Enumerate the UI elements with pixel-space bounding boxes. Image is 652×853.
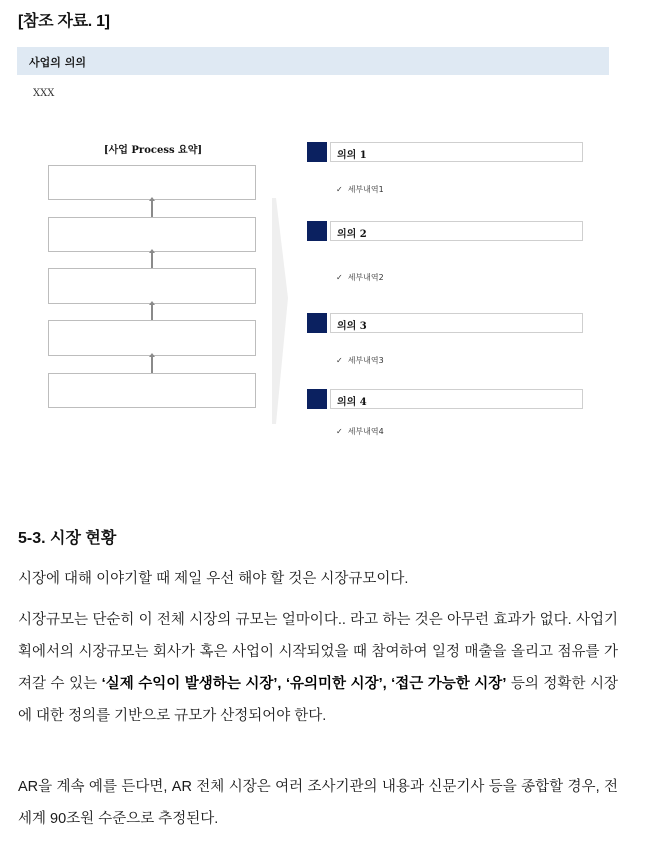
check-icon: ✓ xyxy=(336,185,343,194)
placeholder-text: XXX xyxy=(33,88,55,99)
meaning-label: 의의 3 xyxy=(337,321,367,332)
up-arrow-icon xyxy=(151,200,153,217)
process-box-1 xyxy=(48,165,256,200)
check-icon: ✓ xyxy=(336,356,343,365)
paragraph-2-text-b: 등의 정확한 시장에 대한 정의를 기반으로 규모가 산정되어야 한다. xyxy=(18,676,619,724)
process-box-3 xyxy=(48,268,256,304)
meaning-title-bar-2 xyxy=(330,221,583,241)
meaning-detail-1 xyxy=(336,184,384,195)
meaning-marker-icon xyxy=(307,389,327,409)
process-summary-title: [사업 Process 요약] xyxy=(103,145,203,156)
paragraph-1: 시장에 대해 이야기할 때 제일 우선 해야 할 것은 시장규모이다. xyxy=(18,571,409,587)
meaning-title-bar-1 xyxy=(330,142,583,162)
meaning-detail-4 xyxy=(336,426,384,437)
paragraph-2-emphasis: ‘실제 수익이 발생하는 시장’, ‘유의미한 시장’, ‘접근 가능한 시장’ xyxy=(101,676,507,692)
meaning-marker-icon xyxy=(307,313,327,333)
meaning-label: 의의 1 xyxy=(337,150,367,161)
section-heading: 5-3. 시장 현황 xyxy=(18,530,117,547)
meaning-label: 의의 4 xyxy=(337,397,367,408)
check-icon: ✓ xyxy=(336,427,343,436)
paragraph-2-text-a: 시장규모는 단순히 이 전체 시장의 규모는 얼마이다.. 라고 하는 것은 아무런 효과가 없다. 사업기획에서의 시장규모는 회사가 혹은 사업이 시작되었을 때 참여하여 일정 매출을 올리고 점유를 가져갈 수 있는 xyxy=(18,612,618,692)
section-header-bar xyxy=(17,47,609,75)
process-box-4 xyxy=(48,320,256,356)
reference-title: [참조 자료. 1] xyxy=(18,13,110,30)
process-box-2 xyxy=(48,217,256,252)
meaning-detail-2 xyxy=(336,272,384,283)
meaning-title-bar-4 xyxy=(330,389,583,409)
chevron-right-icon xyxy=(272,198,292,424)
meaning-label: 의의 2 xyxy=(337,229,367,240)
meaning-detail-3 xyxy=(336,355,384,366)
meaning-detail-text: 세부내역3 xyxy=(347,356,384,365)
meaning-marker-icon xyxy=(307,221,327,241)
paragraph-2 xyxy=(18,604,618,732)
section-header-label: 사업의 의의 xyxy=(29,56,86,69)
up-arrow-icon xyxy=(151,252,153,268)
meaning-detail-text: 세부내역4 xyxy=(347,427,384,436)
meaning-title-bar-3 xyxy=(330,313,583,333)
paragraph-3: AR을 계속 예를 든다면, AR 전체 시장은 여러 조사기관의 내용과 신문기사 등을 종합할 경우, 전 세계 90조원 수준으로 추정된다. xyxy=(18,779,618,827)
up-arrow-icon xyxy=(151,356,153,373)
process-box-5 xyxy=(48,373,256,408)
meaning-marker-icon xyxy=(307,142,327,162)
check-icon: ✓ xyxy=(336,273,343,282)
meaning-detail-text: 세부내역1 xyxy=(347,185,384,194)
meaning-detail-text: 세부내역2 xyxy=(347,273,384,282)
up-arrow-icon xyxy=(151,304,153,320)
